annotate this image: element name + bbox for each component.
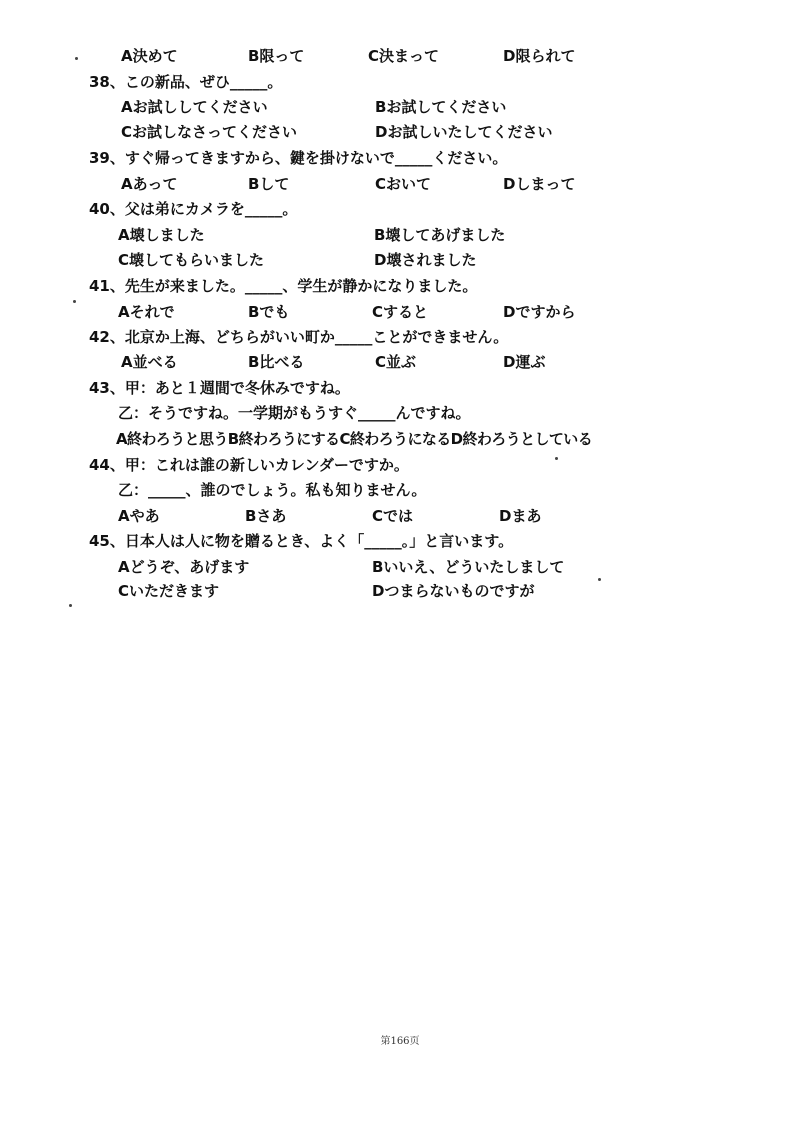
q38-option-a: Aお試ししてください	[121, 98, 268, 116]
q37-option-c: C決まって	[368, 47, 440, 65]
q45-option-a: Aどうぞ、あげます	[118, 558, 250, 576]
scan-speck	[73, 300, 76, 303]
q45-option-b: Bいいえ、どういたしまして	[372, 558, 565, 576]
page-number: 第166页	[380, 1036, 420, 1047]
q40-option-d: D壊されました	[374, 251, 477, 269]
q41-option-b: Bでも	[248, 303, 290, 321]
q41-stem: 41、先生が来ました。_____、学生が静かになりました。	[89, 277, 478, 295]
q39-stem: 39、すぐ帰ってきますから、鍵を掛けないで_____ください。	[89, 149, 508, 167]
q42-option-c: C並ぶ	[375, 353, 417, 371]
q37-option-d: D限られて	[503, 47, 576, 65]
q42-stem: 42、北京か上海、どちらがいい町か_____ことができません。	[89, 328, 509, 346]
q39-option-a: Aあって	[121, 175, 178, 193]
q41-option-d: Dですから	[503, 303, 576, 321]
q44-option-d: Dまあ	[499, 507, 542, 525]
q40-option-a: A壊しました	[118, 226, 205, 244]
q44-stem: 44、甲：これは誰の新しいカレンダーですか。	[89, 456, 409, 474]
q43-stem: 43、甲：あと１週間で冬休みですね。	[89, 379, 350, 397]
scan-speck	[555, 457, 558, 460]
q42-option-b: B比べる	[248, 353, 305, 371]
scan-speck	[69, 604, 72, 607]
scan-speck	[75, 57, 78, 60]
q43-options-text: A終わろうと思うB終わろうにするC終わろうになるD終わろうとしている	[116, 430, 593, 448]
scan-speck	[598, 578, 601, 581]
q40-stem: 40、父は弟にカメラを_____。	[89, 200, 298, 218]
q42-option-a: A並べる	[121, 353, 178, 371]
q42-option-d: D運ぶ	[503, 353, 546, 371]
q38-option-d: Dお試しいたしてください	[375, 123, 553, 141]
q38-option-b: Bお試してください	[375, 98, 507, 116]
q38-option-c: Cお試しなさってください	[121, 123, 298, 141]
q38-stem: 38、この新品、ぜひ_____。	[89, 73, 283, 91]
q45-stem: 45、日本人は人に物を贈るとき、よく「_____。」と言います。	[89, 532, 514, 550]
q39-option-c: Cおいて	[375, 175, 432, 193]
q44-option-b: Bさあ	[245, 507, 287, 525]
q44-option-c: Cでは	[372, 507, 414, 525]
q43-dialogue: 乙：そうですね。一学期がもうすぐ_____んですね。	[118, 404, 471, 422]
q41-option-c: Cすると	[372, 303, 429, 321]
q40-option-c: C壊してもらいました	[118, 251, 265, 269]
q37-option-a: A決めて	[121, 47, 178, 65]
q37-option-b: B限って	[248, 47, 305, 65]
q44-option-a: Aやあ	[118, 507, 160, 525]
q40-option-b: B壊してあげました	[374, 226, 506, 244]
q41-option-a: Aそれで	[118, 303, 175, 321]
q39-option-d: Dしまって	[503, 175, 576, 193]
q39-option-b: Bして	[248, 175, 290, 193]
q45-option-d: Dつまらないものですが	[372, 582, 535, 600]
q44-dialogue: 乙：_____、誰のでしょう。私も知りません。	[118, 481, 427, 499]
q45-option-c: Cいただきます	[118, 582, 220, 600]
